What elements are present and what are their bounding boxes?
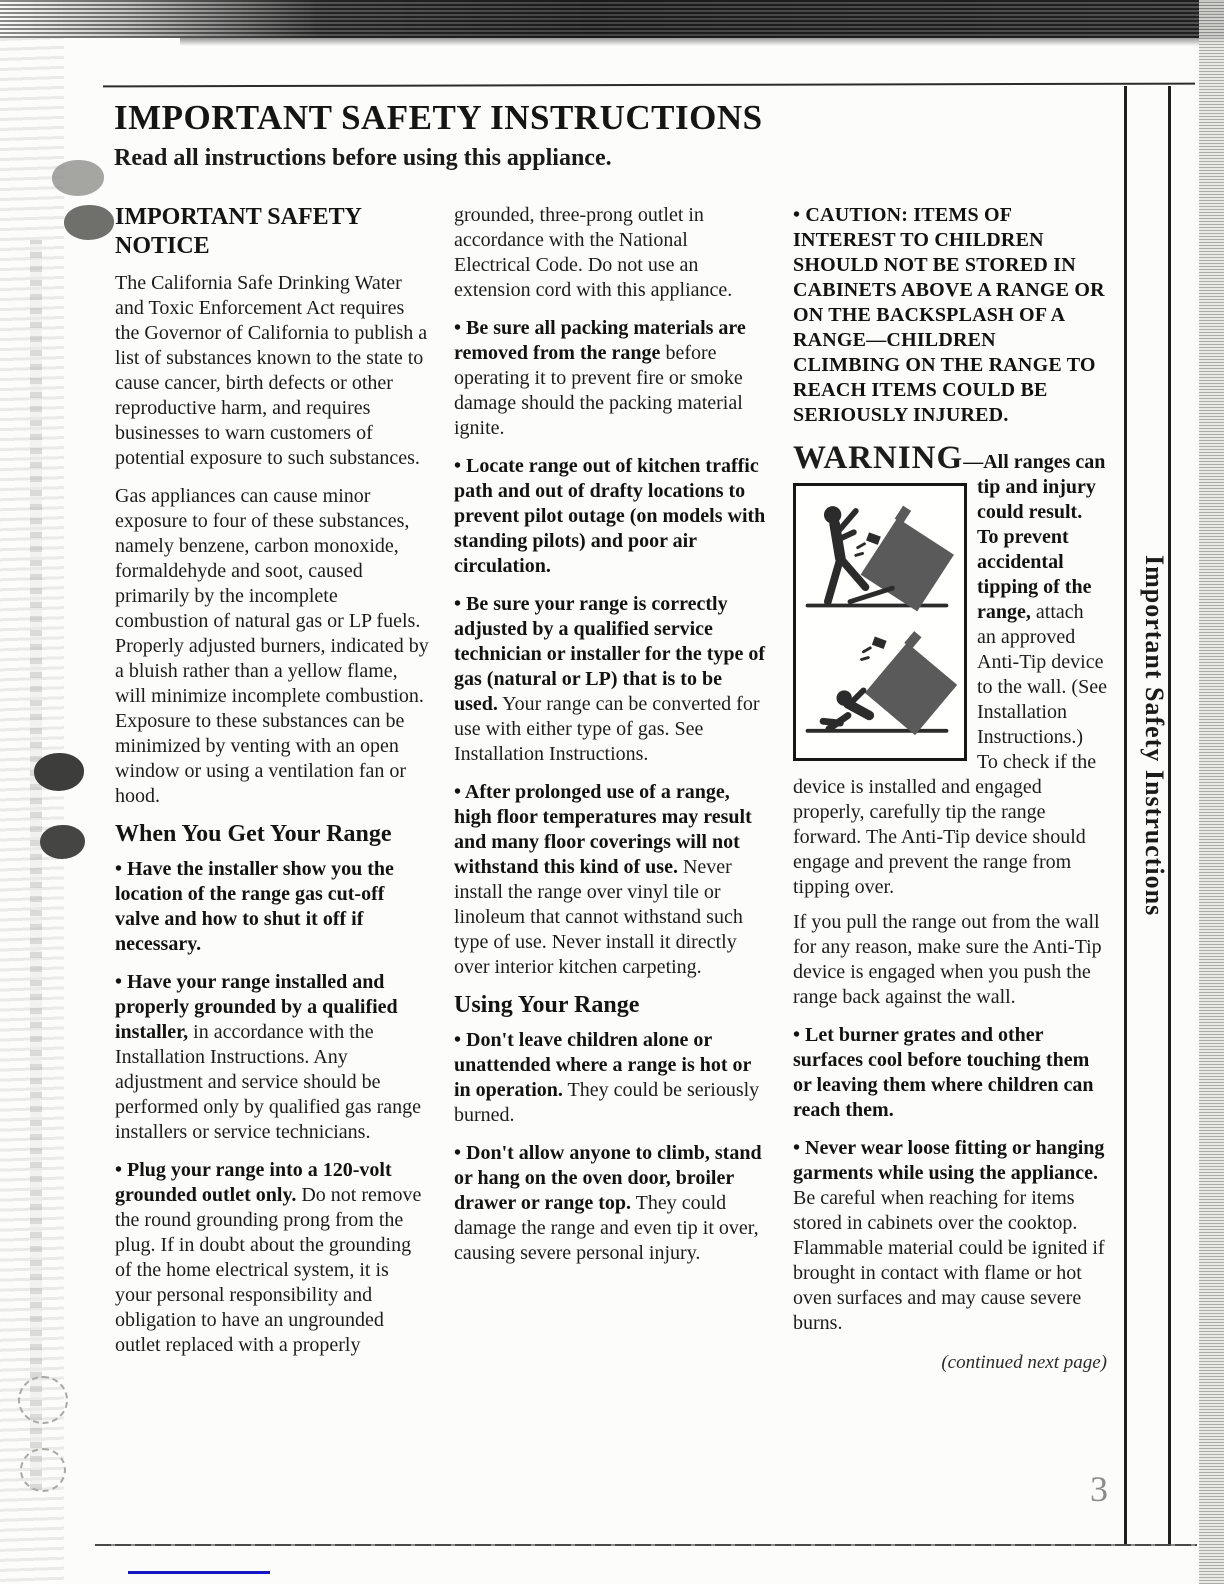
content-columns (115, 203, 1107, 1375)
caution-item: • CAUTION: ITEMS OF INTEREST TO CHILDREN SHOULD NOT BE STORED IN CABINETS ABOVE A RANGE OR ON THE BACKSPLASH OF A RANGE—CHILDREN CLIMBING ON THE RANGE TO REACH ITEMS COULD BE SERIOUSLY INJURED. (793, 204, 1105, 426)
paragraph: The California Safe Drinking Water and Toxic Enforcement Act requires the Governor of California to publish a list of substances known to the state to cause cancer, birth defects or other reproductive harm, and requires businesses to warn customers of potential exposure to such substances. (115, 272, 428, 469)
heading-important-safety-notice: IMPORTANT SAFETY NOTICE (115, 204, 362, 259)
bullet-item: • Let burner grates and other surfaces cool before touching them or leaving them where children can reach them. (793, 1024, 1094, 1121)
heading-using-your-range: Using Your Range (454, 992, 640, 1018)
bullet-item: • Never wear loose fitting or hanging garments while using the appliance. Be careful when reaching for items stored in cabinets over the cooktop. Flammable material could be ignited if brought in contact with flame or hot oven surfaces and may cause severe burns. (793, 1137, 1105, 1334)
column-middle (454, 203, 768, 1375)
margin-spot-mark (52, 160, 104, 196)
bullet-item: • Don't allow anyone to climb, stand or hang on the oven door, broiler drawer or range top. They could damage the range and even tip it over, causing severe personal injury. (454, 1142, 762, 1264)
bullet-item: • Locate range out of kitchen traffic path and out of drafty locations to prevent pilot outage (on models with standing pilots) and poor air circulation. (454, 455, 766, 577)
scan-top-band (0, 0, 1224, 38)
paragraph: Gas appliances can cause minor exposure to four of these substances, namely benzene, carbon monoxide, formaldehyde and soot, caused primarily by the incomplete combustion of natural gas or LP fuels. Properly adjusted burners, indicated by a bluish rather than a yellow flame, will minimize incomplete combustion. Exposure to these substances can be minimized by venting with an open window or using a ventilation fan or hood. (115, 485, 429, 807)
margin-spot-mark (40, 825, 85, 859)
column-right (793, 203, 1107, 1375)
margin-spot-mark (34, 753, 84, 791)
bottom-rule (95, 1544, 1197, 1546)
scan-right-band (1199, 0, 1224, 1584)
margin-spot-mark (64, 205, 114, 240)
top-rule (103, 83, 1195, 88)
heading-when-you-get-your-range: When You Get Your Range (115, 821, 392, 847)
bullet-item: • After prolonged use of a range, high floor temperatures may result and many floor coverings will not withstand this kind of use. Never install the range over vinyl tile or linoleum that cannot withstand such type of use. Never install it directly over interior kitchen carpeting. (454, 781, 752, 978)
bullet-item: • Have your range installed and properly grounded by a qualified installer, in accordance with the Installation Instructions. Any adjustment and service should be performed only by qualified gas range installers or service technicians. (115, 971, 422, 1143)
warning-block: WARNING—All ranges can tip and injury could result. To prevent accidental tipping of the range, attach an approved Anti-Tip device to the wall. (See Installation Instructions.) To check if the device is installed and engaged properly, carefully tip the range forward. The Anti-Tip device should engage and prevent the range from tipping over. (793, 440, 1107, 898)
page-title: IMPORTANT SAFETY INSTRUCTIONS (114, 98, 763, 137)
range-tip-illustration (793, 483, 967, 761)
bullet-item: • Don't leave children alone or unattended where a range is hot or in operation. They could be seriously burned. (454, 1029, 760, 1126)
continued-note: (continued next page) (941, 1352, 1107, 1373)
scan-left-streak (30, 240, 42, 1490)
bullet-item: • Have the installer show you the location of the range gas cut-off valve and how to shut it off if necessary. (115, 858, 394, 955)
paragraph: grounded, three-prong outlet in accordance with the National Electrical Code. Do not use an extension cord with this appliance. (454, 204, 733, 301)
paragraph: If you pull the range out from the wall for any reason, make sure the Anti-Tip device is engaged when you push the range back against the wall. (793, 911, 1102, 1008)
warning-heading: WARNING (793, 440, 964, 476)
scan-top-band-fade (180, 38, 1224, 46)
blue-underline-mark (128, 1571, 270, 1574)
page-subtitle: Read all instructions before using this appliance. (114, 145, 612, 171)
punch-hole-outline (18, 1376, 68, 1424)
bullet-item: • Plug your range into a 120-volt grounded outlet only. Do not remove the round grounding prong from the plug. If in doubt about the grounding of the home electrical system, it is your personal responsibility and obligation to have an ungrounded outlet replaced with a properly (115, 1159, 422, 1356)
punch-hole-outline (20, 1448, 66, 1492)
header (114, 98, 1114, 172)
page-number: 3 (1090, 1469, 1108, 1509)
sidebar-vertical-title: Important Safety Instructions (1140, 555, 1169, 917)
column-left (115, 203, 429, 1375)
bullet-item: • Be sure your range is correctly adjusted by a qualified service technician or installer for the type of gas (natural or LP) that is to be used. Your range can be converted for use with either type of gas. See Installation Instructions. (454, 593, 766, 765)
bullet-item: • Be sure all packing materials are removed from the range before operating it to prevent fire or smoke damage should the packing material ignite. (454, 317, 746, 439)
